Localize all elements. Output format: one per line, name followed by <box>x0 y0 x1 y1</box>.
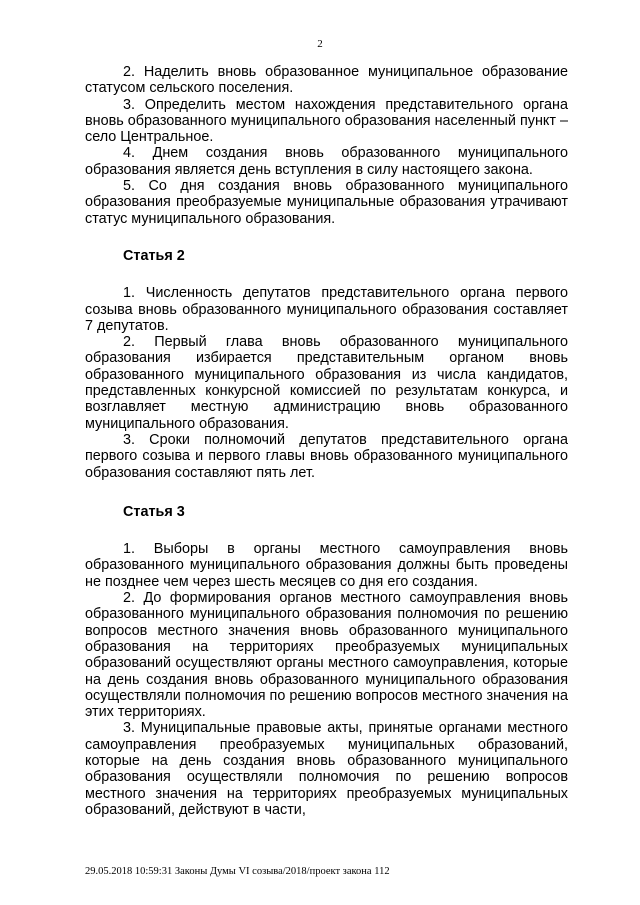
article-3-heading: Статья 3 <box>123 503 185 520</box>
paragraph: 2. Наделить вновь образованное муниципальное образование статусом сельского поселения. <box>85 64 568 97</box>
paragraph: 2. До формирования органов местного самоуправления вновь образованного муниципального образования полномочия по решению вопросов местного значения вновь образованного муниципального образования на территориях преобразуемых муниципальных образований осуществляют органы местного самоуправления, которые на день создания вновь образованного муниципального образования осуществляли полномочия по решению вопросов местного значения на этих территориях. <box>85 590 568 721</box>
paragraph: 3. Муниципальные правовые акты, принятые органами местного самоуправления преобразуемых муниципальных образований, которые на день создания вновь образованного муниципального образования осуществляли полномочия по решению вопросов местного значения на территориях преобразуемых муниципальных образований, действуют в части, <box>85 720 568 818</box>
paragraph: 3. Сроки полномочий депутатов представительного органа первого созыва и первого главы вновь образованного муниципального образования составляют пять лет. <box>85 431 568 481</box>
paragraph: 4. Днем создания вновь образованного муниципального образования является день вступления в силу настоящего закона. <box>85 145 568 178</box>
article-2-heading: Статья 2 <box>123 247 185 264</box>
footer-timestamp-path: 29.05.2018 10:59:31 Законы Думы VI созыва/2018/проект закона 112 <box>85 866 390 877</box>
paragraph: 1. Численность депутатов представительного органа первого созыва вновь образованного муниципального образования составляет 7 депутатов. <box>85 285 568 334</box>
document-body <box>85 64 568 818</box>
page-number: 2 <box>317 38 323 50</box>
paragraph: 2. Первый глава вновь образованного муниципального образования избирается представительным органом вновь образованного муниципального образования из числа кандидатов, представленных конкурсной комиссией по результатам конкурса, и возглавляет местную администрацию вновь образованного муниципального образования. <box>85 334 568 432</box>
paragraph: 3. Определить местом нахождения представительного органа вновь образованного муниципального образования населенный пункт – село Центральное. <box>85 96 568 146</box>
paragraph: 1. Выборы в органы местного самоуправления вновь образованного муниципального образования должны быть проведены не позднее чем через шесть месяцев со дня его создания. <box>85 541 568 590</box>
paragraph: 5. Со дня создания вновь образованного муниципального образования преобразуемые муниципальные образования утрачивают статус муниципального образования. <box>85 178 568 227</box>
